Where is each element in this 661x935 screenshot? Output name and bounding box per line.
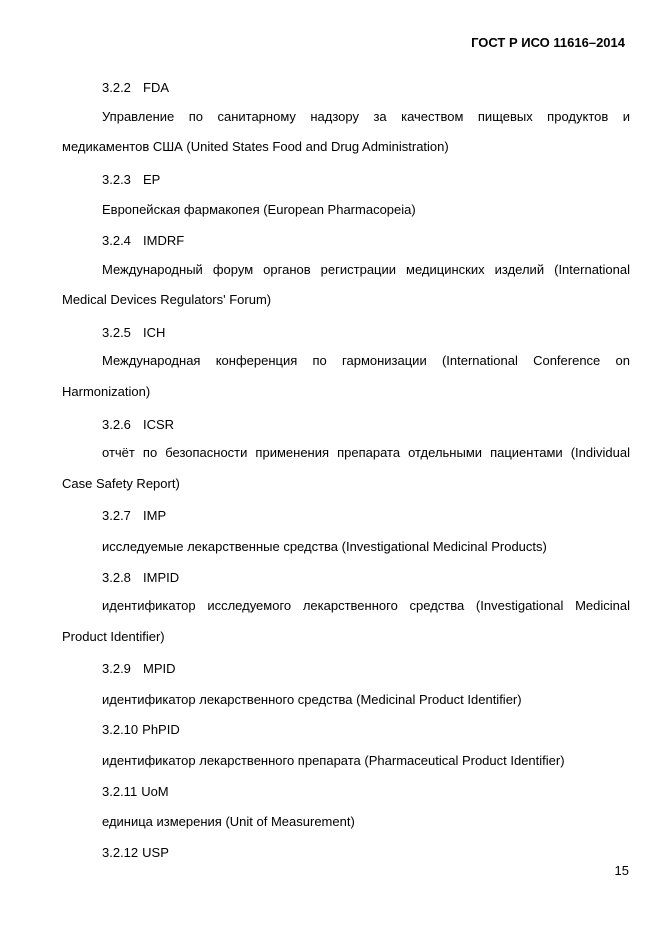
term-abbreviation: IMPID — [143, 569, 180, 585]
definition-line-1: отчёт по безопасности применения препарата отдельными пациентами (Individual — [102, 445, 630, 461]
term-definition — [62, 598, 630, 659]
definition-line-2: Product Identifier) — [62, 628, 165, 644]
term-number: 3.2.5 — [102, 324, 131, 340]
term-definition — [62, 262, 630, 323]
term-number: 3.2.6 — [102, 416, 131, 432]
term-heading — [62, 231, 630, 262]
term-definition — [62, 353, 630, 414]
definition-line-2: медикаментов США (United States Food and Drug Administration) — [62, 139, 449, 155]
term-heading — [62, 782, 630, 813]
term-heading — [62, 843, 630, 874]
term-heading — [62, 170, 630, 201]
term-definition: исследуемые лекарственные средства (Investigational Medicinal Products) — [102, 538, 547, 554]
term-number: 3.2.3 — [102, 171, 131, 187]
term-definition: Европейская фармакопея (European Pharmacopeia) — [102, 202, 416, 218]
term-heading — [62, 506, 630, 537]
term-definition: единица измерения (Unit of Measurement) — [102, 814, 355, 830]
page-number: 15 — [614, 863, 629, 878]
term-abbreviation: IMP — [143, 508, 167, 524]
term-abbreviation: FDA — [143, 80, 169, 95]
definition-line-1: идентификатор исследуемого лекарственного средства (Investigational Medicinal — [102, 598, 630, 614]
term-number: 3.2.9 — [102, 661, 131, 677]
term-definition: идентификатор лекарственного средства (Medicinal Product Identifier) — [102, 691, 522, 707]
definition-line-1: Международная конференция по гармонизации (International Conference on — [102, 353, 630, 369]
term-abbreviation: MPID — [143, 661, 176, 677]
term-heading — [62, 568, 630, 599]
term-number: 3.2.10 — [102, 722, 139, 738]
term-definition: идентификатор лекарственного препарата (Pharmaceutical Product Identifier) — [102, 753, 565, 769]
term-abbreviation: IMDRF — [143, 232, 185, 248]
term-heading — [62, 323, 630, 354]
term-heading — [62, 659, 630, 690]
term-abbreviation: UoM — [141, 783, 169, 799]
term-abbreviation: EP — [143, 171, 161, 187]
term-heading — [62, 415, 630, 446]
definition-line-1: Управление по санитарному надзору за качеством пищевых продуктов и — [102, 108, 630, 124]
definition-line-1: Международный форум органов регистрации медицинских изделий (International — [102, 261, 630, 277]
term-definition — [62, 445, 630, 506]
term-heading — [62, 78, 630, 109]
document-header: ГОСТ Р ИСО 11616–2014 — [471, 35, 625, 50]
term-number: 3.2.4 — [102, 232, 131, 248]
term-number: 3.2.12 — [102, 844, 139, 860]
term-number: 3.2.7 — [102, 508, 131, 524]
term-number: 3.2.8 — [102, 569, 131, 585]
definition-line-2: Harmonization) — [62, 383, 151, 399]
term-number: 3.2.11 — [102, 783, 138, 799]
definition-line-2: Case Safety Report) — [62, 475, 180, 491]
term-abbreviation: ICSR — [143, 416, 175, 432]
term-abbreviation: ICH — [143, 324, 166, 340]
term-definition — [62, 109, 630, 170]
term-abbreviation: PhPID — [142, 722, 180, 738]
term-heading — [62, 720, 630, 751]
definition-line-2: Medical Devices Regulators' Forum) — [62, 292, 272, 308]
term-number: 3.2.2 — [102, 80, 131, 95]
term-abbreviation: USP — [142, 844, 169, 860]
document-body — [62, 78, 630, 873]
